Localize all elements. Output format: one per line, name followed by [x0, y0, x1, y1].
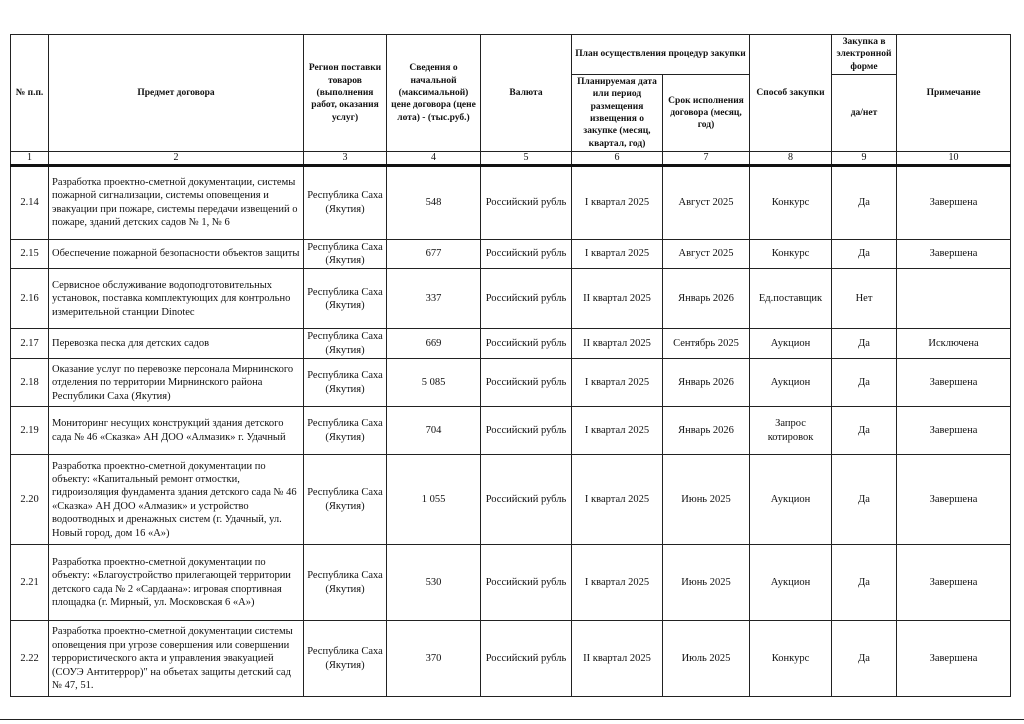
col-number: 6 [572, 152, 663, 166]
row-method: Ед.поставщик [750, 269, 832, 329]
header-electronic: Закупка в электронной форме [832, 35, 897, 75]
row-region: Республика Саха (Якутия) [304, 359, 387, 407]
row-note: Завершена [897, 407, 1011, 455]
row-electronic: Да [832, 329, 897, 359]
row-subject: Разработка проектно-сметной документации по объекту: «Благоустройство прилегающей территории детского сада № 2 «Сардаана»: игровая спортивная площадка (г. Мирный, ул. Московская 6 «А») [49, 545, 304, 621]
col-number: 9 [832, 152, 897, 166]
row-subject: Сервисное обслуживание водоподготовительных установок, поставка комплектующих для контрольно измерительной станции Dinotec [49, 269, 304, 329]
table-row [11, 269, 1011, 329]
table-row [11, 359, 1011, 407]
header-plan-group: План осуществления процедур закупки [572, 35, 750, 75]
row-method: Аукцион [750, 359, 832, 407]
row-method: Аукцион [750, 455, 832, 545]
row-currency: Российский рубль [481, 407, 572, 455]
header-num: № п.п. [11, 35, 49, 152]
row-currency: Российский рубль [481, 621, 572, 697]
header-region: Регион поставки товаров (выполнения работ, оказания услуг) [304, 35, 387, 152]
row-num: 2.21 [11, 545, 49, 621]
row-note: Исключена [897, 329, 1011, 359]
row-subject: Обеспечение пожарной безопасности объектов защиты [49, 239, 304, 269]
row-region: Республика Саха (Якутия) [304, 455, 387, 545]
row-num: 2.17 [11, 329, 49, 359]
row-method: Запрос котировок [750, 407, 832, 455]
row-method: Конкурс [750, 621, 832, 697]
row-note [897, 269, 1011, 329]
row-method: Аукцион [750, 545, 832, 621]
row-price: 669 [387, 329, 481, 359]
row-price: 548 [387, 165, 481, 239]
row-num: 2.22 [11, 621, 49, 697]
col-number: 2 [49, 152, 304, 166]
table-header [11, 35, 1011, 166]
header-currency: Валюта [481, 35, 572, 152]
row-plan: I квартал 2025 [572, 545, 663, 621]
col-number: 3 [304, 152, 387, 166]
row-price: 370 [387, 621, 481, 697]
row-electronic: Да [832, 621, 897, 697]
row-region: Республика Саха (Якутия) [304, 239, 387, 269]
row-num: 2.20 [11, 455, 49, 545]
row-currency: Российский рубль [481, 165, 572, 239]
row-note: Завершена [897, 165, 1011, 239]
row-term: Июнь 2025 [663, 545, 750, 621]
table-row [11, 455, 1011, 545]
col-number: 1 [11, 152, 49, 166]
header-term: Срок исполнения договора (месяц, год) [663, 75, 750, 152]
row-price: 704 [387, 407, 481, 455]
row-currency: Российский рубль [481, 239, 572, 269]
col-number: 8 [750, 152, 832, 166]
row-term: Август 2025 [663, 239, 750, 269]
table-row [11, 329, 1011, 359]
row-term: Август 2025 [663, 165, 750, 239]
header-note: Примечание [897, 35, 1011, 152]
col-number: 4 [387, 152, 481, 166]
row-electronic: Да [832, 359, 897, 407]
row-method: Аукцион [750, 329, 832, 359]
row-region: Республика Саха (Якутия) [304, 269, 387, 329]
row-note: Завершена [897, 455, 1011, 545]
col-number: 7 [663, 152, 750, 166]
row-electronic: Да [832, 455, 897, 545]
row-plan: II квартал 2025 [572, 621, 663, 697]
row-region: Республика Саха (Якутия) [304, 165, 387, 239]
table-row [11, 239, 1011, 269]
row-note: Завершена [897, 545, 1011, 621]
table-body [11, 165, 1011, 697]
row-note: Завершена [897, 239, 1011, 269]
row-term: Январь 2026 [663, 407, 750, 455]
row-electronic: Нет [832, 269, 897, 329]
header-yesno: да/нет [832, 75, 897, 152]
bottom-divider [0, 719, 1024, 720]
row-region: Республика Саха (Якутия) [304, 329, 387, 359]
row-electronic: Да [832, 545, 897, 621]
table-row [11, 165, 1011, 239]
row-plan: I квартал 2025 [572, 455, 663, 545]
row-term: Январь 2026 [663, 269, 750, 329]
row-method: Конкурс [750, 165, 832, 239]
row-subject: Оказание услуг по перевозке персонала Мирнинского отделения по территории Мирнинского района Республики Саха (Якутия) [49, 359, 304, 407]
row-plan: II квартал 2025 [572, 269, 663, 329]
row-subject: Перевозка песка для детских садов [49, 329, 304, 359]
row-subject: Мониторинг несущих конструкций здания детского сада № 46 «Сказка» АН ДОО «Алмазик» г. Удачный [49, 407, 304, 455]
row-plan: I квартал 2025 [572, 165, 663, 239]
procurement-plan-table [10, 34, 1011, 697]
row-method: Конкурс [750, 239, 832, 269]
row-note: Завершена [897, 359, 1011, 407]
row-price: 1 055 [387, 455, 481, 545]
col-number: 10 [897, 152, 1011, 166]
header-price: Сведения о начальной (максимальной) цене договора (цене лота) - (тыс.руб.) [387, 35, 481, 152]
header-plan-date: Планируемая дата или период размещения извещения о закупке (месяц, квартал, год) [572, 75, 663, 152]
row-currency: Российский рубль [481, 359, 572, 407]
table-row [11, 621, 1011, 697]
table-row [11, 407, 1011, 455]
row-subject: Разработка проектно-сметной документации, системы пожарной сигнализации, системы оповещения и эвакуации при пожаре, системы передачи извещений о пожаре, зданий детских садов № 1, № 6 [49, 165, 304, 239]
row-region: Республика Саха (Якутия) [304, 621, 387, 697]
row-currency: Российский рубль [481, 545, 572, 621]
row-subject: Разработка проектно-сметной документации по объекту: «Капитальный ремонт отмостки, гидроизоляция фундамента здания детского сада № 46 «Сказка» АН ДОО «Алмазик» и устройство водоотводных и дренажных систем (г. Удачный, ул. Новый город, дом 16 «А») [49, 455, 304, 545]
row-num: 2.14 [11, 165, 49, 239]
row-price: 677 [387, 239, 481, 269]
row-electronic: Да [832, 165, 897, 239]
row-num: 2.18 [11, 359, 49, 407]
row-price: 530 [387, 545, 481, 621]
row-subject: Разработка проектно-сметной документации системы оповещения при угрозе совершения или совершении террористического акта и управления эвакуацией (СОУЭ Антитеррор)" на объетах защиты детский сад № 47, 51. [49, 621, 304, 697]
header-method: Способ закупки [750, 35, 832, 152]
row-region: Республика Саха (Якутия) [304, 407, 387, 455]
header-subject: Предмет договора [49, 35, 304, 152]
row-plan: I квартал 2025 [572, 359, 663, 407]
row-currency: Российский рубль [481, 269, 572, 329]
row-term: Сентябрь 2025 [663, 329, 750, 359]
row-plan: I квартал 2025 [572, 239, 663, 269]
row-num: 2.15 [11, 239, 49, 269]
row-term: Июнь 2025 [663, 455, 750, 545]
row-num: 2.16 [11, 269, 49, 329]
row-electronic: Да [832, 239, 897, 269]
column-number-row [11, 152, 1011, 166]
table-row [11, 545, 1011, 621]
row-term: Июль 2025 [663, 621, 750, 697]
col-number: 5 [481, 152, 572, 166]
row-term: Январь 2026 [663, 359, 750, 407]
row-currency: Российский рубль [481, 455, 572, 545]
row-price: 337 [387, 269, 481, 329]
row-electronic: Да [832, 407, 897, 455]
row-plan: II квартал 2025 [572, 329, 663, 359]
row-region: Республика Саха (Якутия) [304, 545, 387, 621]
row-price: 5 085 [387, 359, 481, 407]
row-note: Завершена [897, 621, 1011, 697]
row-currency: Российский рубль [481, 329, 572, 359]
row-plan: I квартал 2025 [572, 407, 663, 455]
row-num: 2.19 [11, 407, 49, 455]
